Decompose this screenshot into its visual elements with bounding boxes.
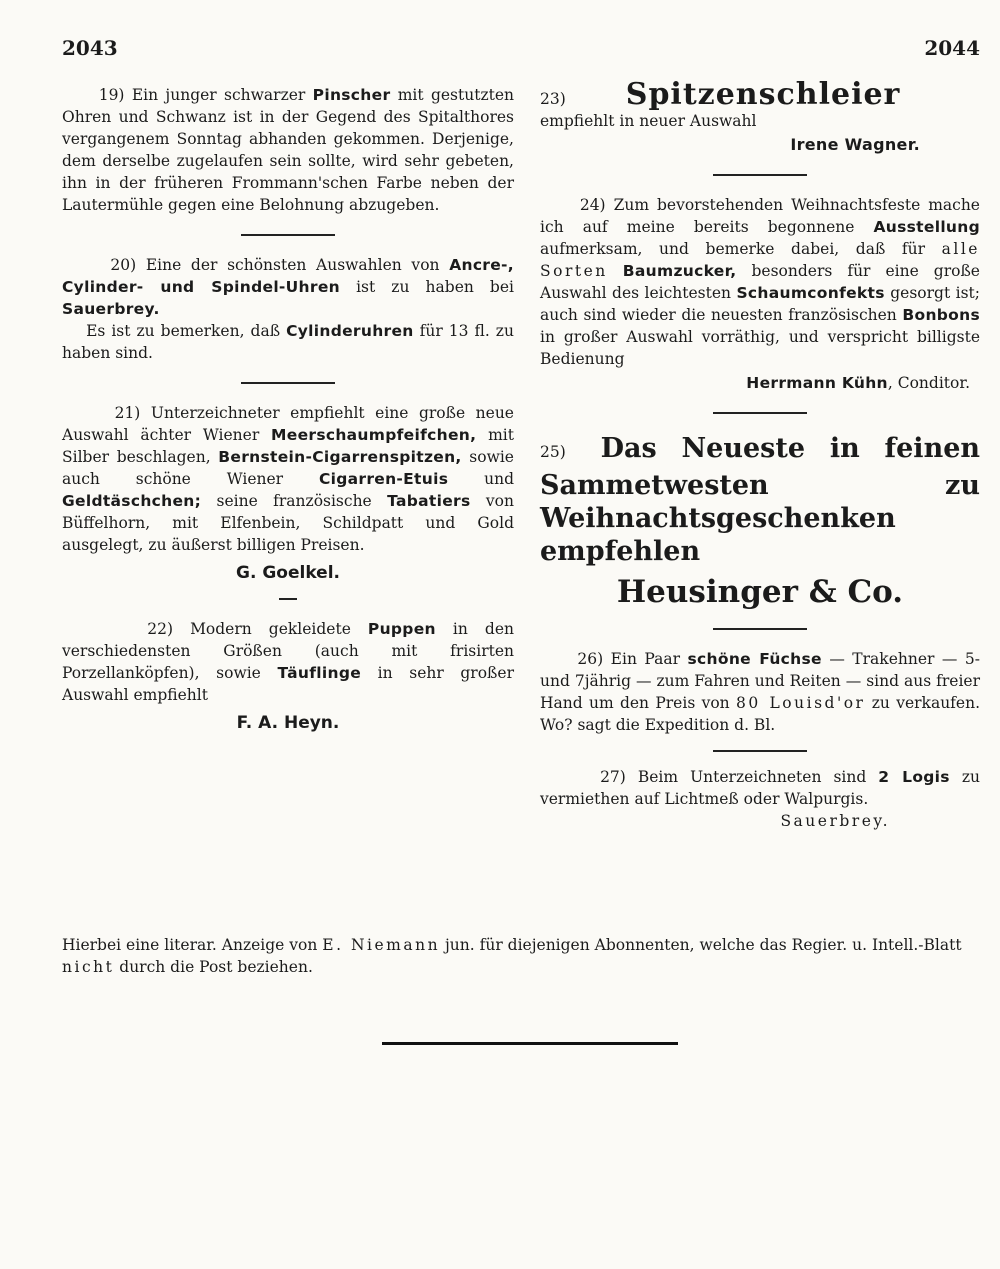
ad-keyword: Ausstellung	[873, 218, 980, 236]
ad-text: für 13 fl. zu haben sind.	[62, 322, 514, 362]
ad-keyword: Bernstein-Cigarrenspitzen,	[218, 448, 462, 466]
ad-number: 22)	[147, 620, 174, 638]
ad-text: Modern gekleidete	[190, 620, 351, 638]
ad-number: 20)	[110, 256, 137, 274]
page-number-right: 2044	[924, 36, 980, 60]
ad-keyword: Schaumconfekts	[736, 284, 885, 302]
ad-25	[540, 432, 980, 610]
ad-keyword: Tabatiers	[387, 492, 471, 510]
ad-text: empfiehlt in neuer Auswahl	[540, 112, 757, 130]
closing-rule	[382, 1042, 678, 1045]
ad-number: 19)	[98, 86, 125, 104]
ad-emphasis: 80 Louisd'or	[735, 694, 866, 712]
footer-emphasis: nicht	[62, 958, 115, 976]
ad-number: 24)	[579, 196, 606, 214]
ad-24	[540, 194, 980, 394]
ad-number: 26)	[577, 650, 604, 668]
ad-text: — Trakehner — 5- und 7jährig — zum Fahren und Reiten — sind aus freier Hand um den Preis von	[540, 650, 980, 712]
ad-21	[62, 402, 514, 584]
ad-signature: F. A. Heyn.	[236, 713, 340, 733]
ad-text: Unterzeichneter empfiehlt eine große neue Auswahl ächter Wiener	[62, 404, 514, 444]
ad-text: von Büffelhorn, mit Elfenbein, Schildpatt und Gold ausgelegt, zu äußerst billigen Preisen.	[62, 492, 514, 554]
ad-text: in sehr großer Auswahl empfiehlt	[62, 664, 514, 704]
ad-signature-suffix: , Conditor.	[887, 374, 970, 392]
ad-text: ist zu haben bei	[356, 278, 514, 296]
ad-number: 25)	[540, 443, 566, 461]
ad-text: Zum bevorstehenden Weihnachtsfeste mache ich auf meine bereits begonnene	[540, 196, 980, 236]
ad-27	[540, 766, 980, 832]
separator-rule	[713, 750, 807, 752]
separator-rule	[713, 412, 807, 414]
ad-text: mit Silber beschlagen,	[62, 426, 514, 466]
footer-text: durch die Post beziehen.	[119, 958, 313, 976]
ad-keyword: Geldtäschchen;	[62, 492, 202, 510]
ad-keyword: Baumzucker,	[622, 262, 737, 280]
footer-note	[62, 934, 962, 978]
ad-text: gesorgt ist; auch sind wieder die neuesten französischen	[540, 284, 980, 324]
ad-text: Beim Unterzeichneten sind	[637, 768, 867, 786]
ad-text: sowie auch schöne Wiener	[62, 448, 514, 488]
ad-19	[62, 84, 514, 216]
ad-text: in den verschiedensten Größen (auch mit frisirten Porzellanköpfen), sowie	[62, 620, 514, 682]
ad-26	[540, 648, 980, 736]
ad-text: zu verkaufen. Wo? sagt die Expedition d. Bl.	[540, 694, 980, 734]
ad-text: mit gestutzten Ohren und Schwanz ist in der Gegend des Spitalthores vergangenem Sonntag abhanden gekommen. Derjenige, dem derselbe zugelaufen sein sollte, wird sehr gebeten, ihn in der früheren Frommann'schen Farbe neben der Lautermühle gegen eine Belohnung abzugeben.	[62, 86, 514, 214]
ad-keyword: Bonbons	[902, 306, 980, 324]
ad-signature: Sauerbrey.	[780, 812, 890, 830]
ad-keyword: schöne Füchse	[687, 650, 822, 668]
ad-keyword: Ancre-, Cylinder- und Spindel-Uhren	[62, 256, 514, 296]
ad-header	[540, 77, 980, 112]
ad-keyword: Cylinderuhren	[286, 322, 414, 340]
ad-signature: Heusinger & Co.	[616, 574, 904, 610]
separator-rule	[241, 382, 335, 384]
ad-text: und	[484, 470, 515, 488]
footer-text: jun. für diejenigen Abonnenten, welche das Regier. u. Intell.-Blatt	[444, 936, 962, 954]
footer-text: Hierbei eine literar. Anzeige von	[62, 936, 318, 954]
separator-rule	[279, 598, 297, 600]
ad-keyword: Cigarren-Etuis	[318, 470, 449, 488]
ad-text: in großer Auswahl vorräthig, und verspricht billigste Bedienung	[540, 328, 980, 368]
ad-keyword: Täuflinge	[277, 664, 362, 682]
left-column	[62, 84, 514, 734]
ad-text: zu vermiethen auf Lichtmeß oder Walpurgis.	[540, 768, 980, 808]
ad-title: Das Neueste in feinen Sammetwesten zu Weihnachtsgeschenken empfehlen	[540, 433, 981, 567]
ad-signature: Irene Wagner.	[790, 135, 920, 154]
ad-text: aufmerksam, und bemerke dabei, daß für	[540, 240, 926, 258]
ad-text: Es ist zu bemerken, daß	[86, 322, 281, 340]
ad-keyword: 2 Logis	[878, 768, 950, 786]
ad-keyword: Puppen	[367, 620, 436, 638]
ad-title: Spitzenschleier	[625, 77, 901, 112]
ad-text: Ein junger schwarzer	[131, 86, 306, 104]
ad-text: Ein Paar	[610, 650, 681, 668]
separator-rule	[713, 174, 807, 176]
ad-signature: G. Goelkel.	[236, 563, 340, 583]
ad-signature: Herrmann Kühn	[746, 374, 888, 392]
ad-keyword: Meerschaumpfeifchen,	[271, 426, 477, 444]
ad-signature-line	[540, 372, 970, 394]
ad-text: besonders für eine große Auswahl des leichtesten	[540, 262, 980, 302]
ad-emphasis: alle Sorten	[540, 240, 980, 280]
separator-rule	[713, 628, 807, 630]
ad-23	[540, 77, 980, 156]
ad-text: Eine der schönsten Auswahlen von	[145, 256, 440, 274]
ad-headline	[540, 432, 980, 568]
separator-rule	[241, 234, 335, 236]
page-number-left: 2043	[62, 36, 118, 60]
footer-emphasis: E. Niemann	[322, 936, 441, 954]
ad-number: 21)	[114, 404, 141, 422]
ad-22	[62, 618, 514, 734]
ad-number: 23)	[540, 90, 566, 108]
ad-20	[62, 254, 514, 364]
ad-number: 27)	[600, 768, 626, 786]
ad-keyword: Sauerbrey.	[62, 300, 160, 318]
right-column	[540, 77, 981, 832]
ad-text: seine französische	[216, 492, 372, 510]
ad-keyword: Pinscher	[312, 86, 391, 104]
